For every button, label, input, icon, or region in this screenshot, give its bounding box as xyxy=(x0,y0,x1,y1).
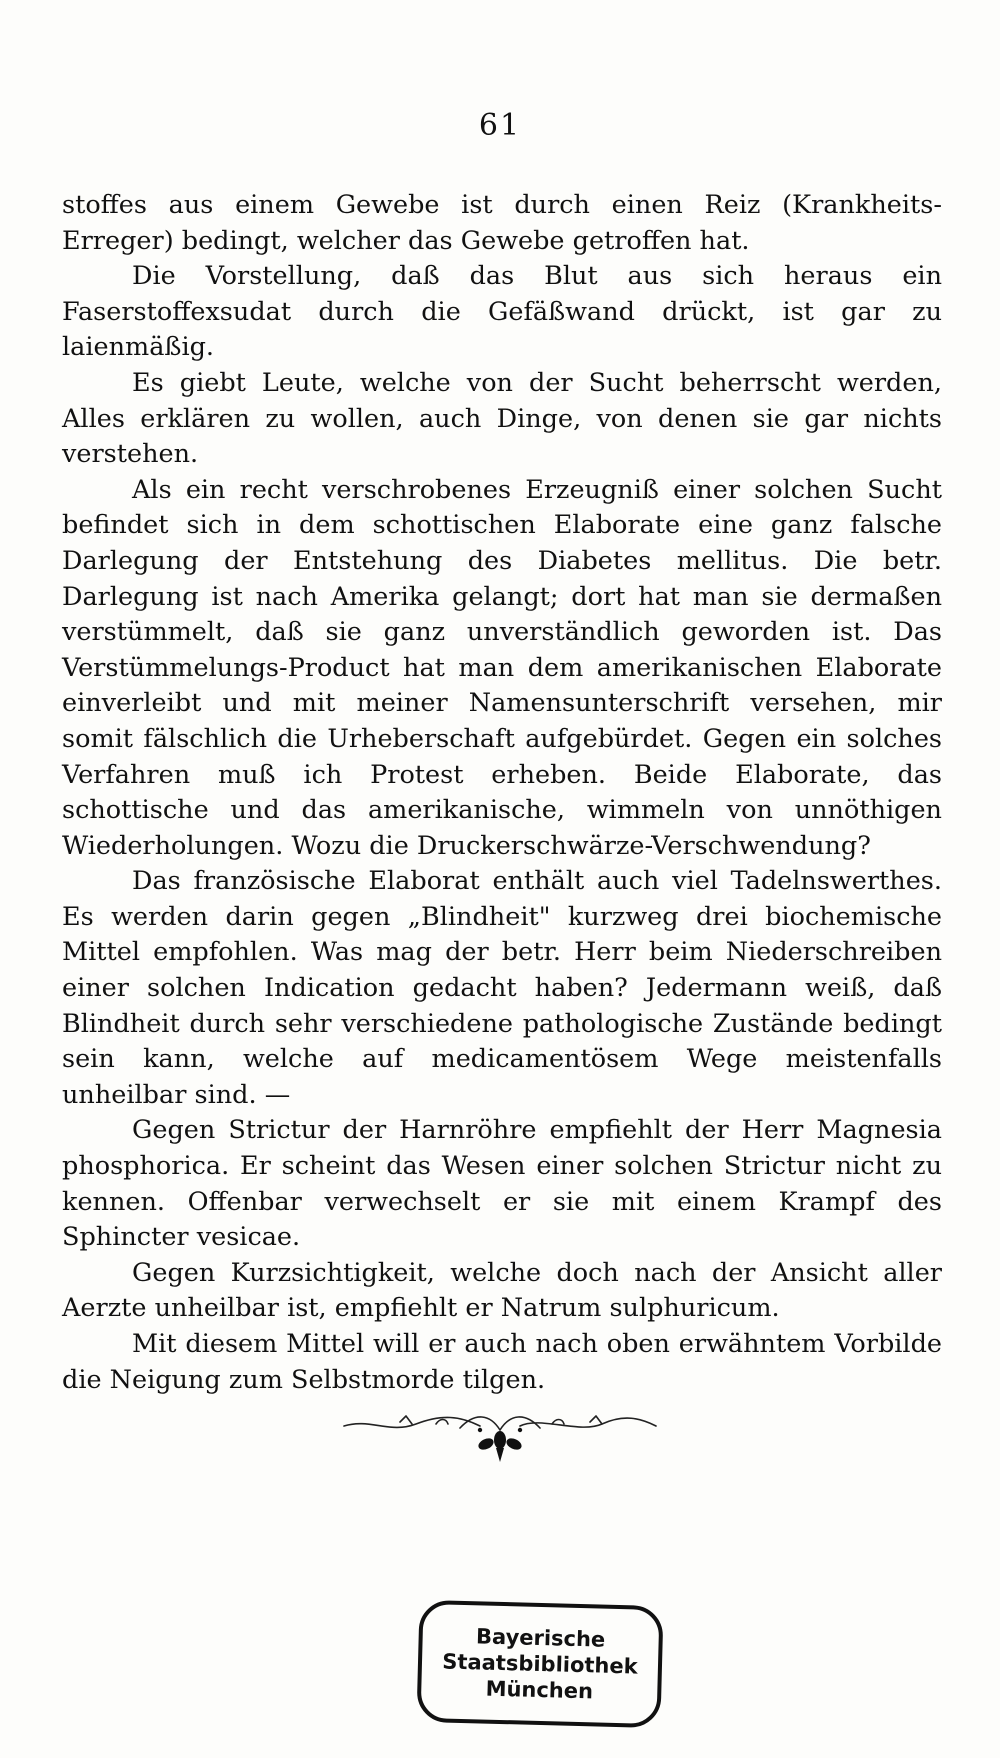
stamp-line-3: München xyxy=(485,1676,594,1704)
paragraph-5: Das französische Elaborat enthält auch viel Tadelnswerthes. Es werden darin gegen „Blindheit" kurzweg drei biochemische Mittel empfohlen. Was mag der betr. Herr beim Niederschreiben einer solchen Indication gedacht haben? Jedermann weiß, daß Blindheit durch sehr verschiedene pathologische Zustände bedingt sein kann, welche auf medicamentösem Wege meistenfalls unheilbar sind. — xyxy=(62,866,942,1110)
decorative-ornament-icon xyxy=(340,1408,660,1468)
body-text xyxy=(62,188,942,1398)
paragraph-6: Gegen Strictur der Harnröhre empfiehlt der Herr Magnesia phosphorica. Er scheint das Wesen einer solchen Strictur nicht zu kennen. Offenbar verwechselt er sie mit einem Krampf des Sphincter vesicae. xyxy=(62,1115,942,1253)
paragraph-4: Als ein recht verschrobenes Erzeugniß einer solchen Sucht befindet sich in dem schottischen Elaborate eine ganz falsche Darlegung der Entstehung des Diabetes mellitus. Die betr. Darlegung ist nach Amerika gelangt; dort hat man sie dermaßen verstümmelt, daß sie ganz unverständlich geworden ist. Das Verstümmelungs-Product hat man dem amerikanischen Elaborate einverleibt und mit meiner Namensunterschrift versehen, mir somit fälschlich die Urheberschaft aufgebürdet. Gegen ein solches Verfahren muß ich Protest erheben. Beide Elaborate, das schottische und das amerikanische, wimmeln von unnöthigen Wiederholungen. Wozu die Druckerschwärze-Verschwendung? xyxy=(62,474,942,861)
library-stamp xyxy=(416,1600,663,1728)
paragraph-3: Es giebt Leute, welche von der Sucht beherrscht werden, Alles erklären zu wollen, auch Dinge, von denen sie gar nichts verstehen. xyxy=(62,367,942,470)
paragraph-1: stoffes aus einem Gewebe ist durch einen Reiz (Krankheits-Erreger) bedingt, welcher das Gewebe getroffen hat. xyxy=(62,190,942,256)
stamp-line-2: Staatsbibliothek xyxy=(442,1649,638,1679)
page-number: 61 xyxy=(478,108,522,143)
paragraph-8: Mit diesem Mittel will er auch nach oben erwähntem Vorbilde die Neigung zum Selbstmorde tilgen. xyxy=(62,1329,942,1395)
paragraph-7: Gegen Kurzsichtigkeit, welche doch nach der Ansicht aller Aerzte unheilbar ist, empfiehlt er Natrum sulphuricum. xyxy=(62,1257,942,1324)
stamp-line-1: Bayerische xyxy=(475,1624,606,1652)
paragraph-2: Die Vorstellung, daß das Blut aus sich heraus ein Faserstoffexsudat durch die Gefäßwand drückt, ist gar zu laienmäßig. xyxy=(62,261,942,363)
